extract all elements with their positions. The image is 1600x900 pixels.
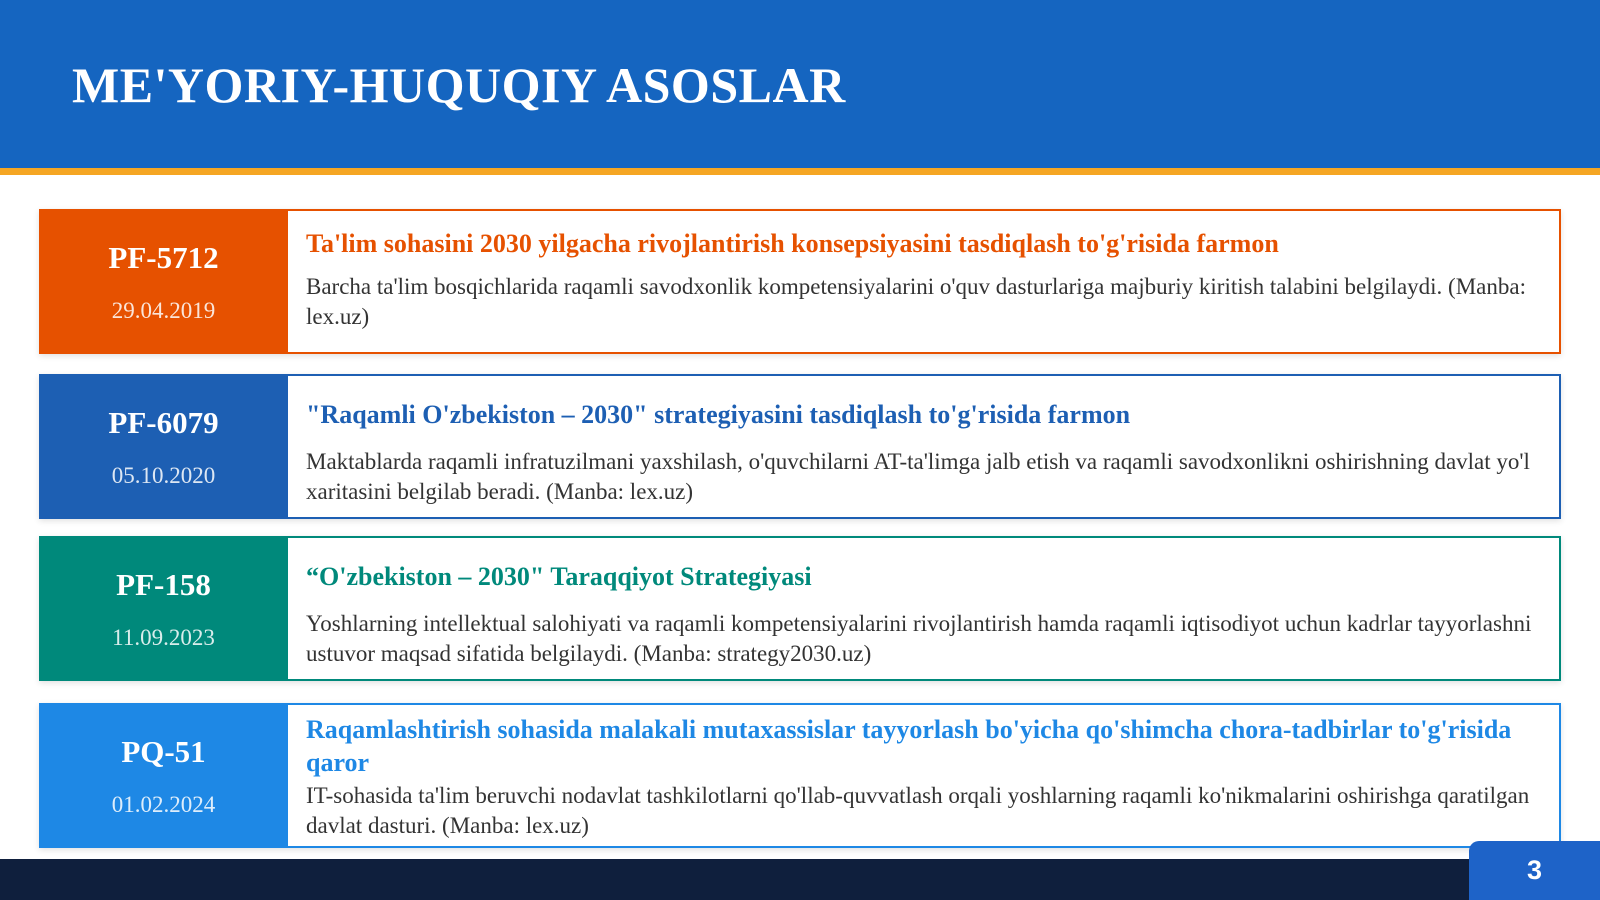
document-badge — [39, 703, 288, 848]
document-body — [288, 703, 1561, 848]
document-date: 29.04.2019 — [111, 297, 216, 323]
document-description: IT-sohasida ta'lim beruvchi nodavlat tashkilotlarni qo'llab-quvvatlash orqali yoshlarning raqamli ko'nikmalarini oshirishga qaratilgan davlat dasturi. (Manba: lex.uz) — [306, 783, 1530, 838]
document-title: “O'zbekiston – 2030" Taraqqiyot Strategiyasi — [306, 562, 812, 591]
document-code: PQ-51 — [121, 733, 206, 769]
document-card-pf-158 — [39, 536, 1561, 681]
document-body — [288, 374, 1561, 519]
document-description: Maktablarda raqamli infratuzilmani yaxshilash, o'quvchilarni AT-ta'limga jalb etish va raqamli savodxonlikni oshirishning davlat yo'l xaritasini belgilab beradi. (Manba: lex.uz) — [306, 449, 1530, 504]
document-body — [288, 536, 1561, 681]
document-date: 11.09.2023 — [112, 624, 215, 650]
slide-header — [0, 0, 1600, 168]
slide-title: ME'YORIY-HUQUQIY ASOSLAR — [72, 57, 846, 113]
document-date: 01.02.2024 — [111, 791, 216, 817]
document-card-pf-6079 — [39, 374, 1561, 519]
document-description: Barcha ta'lim bosqichlarida raqamli savodxonlik kompetensiyalarini o'quv dasturlariga majburiy kiritish talabini belgilaydi. (Manba: lex.uz) — [306, 274, 1526, 329]
document-badge — [39, 374, 288, 519]
document-badge — [39, 536, 288, 681]
document-card-pq-51 — [39, 703, 1561, 848]
document-description: Yoshlarning intellektual salohiyati va raqamli kompetensiyalarini rivojlantirish hamda raqamli iqtisodiyot uchun kadrlar tayyorlashni ustuvor maqsad sifatida belgilaydi. (Manba: strategy2030.uz) — [306, 611, 1532, 666]
document-badge — [39, 209, 288, 354]
document-title: Raqamlashtirish sohasida malakali mutaxassislar tayyorlash bo'yicha qo'shimcha chora-tadbirlar to'g'risida qaror — [306, 715, 1512, 777]
document-card-pf-5712 — [39, 209, 1561, 354]
footer-bar — [0, 859, 1600, 900]
document-code: PF-5712 — [108, 239, 219, 275]
accent-stripe — [0, 168, 1600, 175]
document-code: PF-158 — [116, 566, 211, 602]
document-date: 05.10.2020 — [111, 462, 216, 488]
document-code: PF-6079 — [108, 404, 219, 440]
document-title: "Raqamli O'zbekiston – 2030" strategiyasini tasdiqlash to'g'risida farmon — [306, 400, 1131, 429]
document-title: Ta'lim sohasini 2030 yilgacha rivojlantirish konsepsiyasini tasdiqlash to'g'risida farmon — [306, 229, 1279, 258]
page-number: 3 — [1469, 841, 1600, 900]
document-body — [288, 209, 1561, 354]
